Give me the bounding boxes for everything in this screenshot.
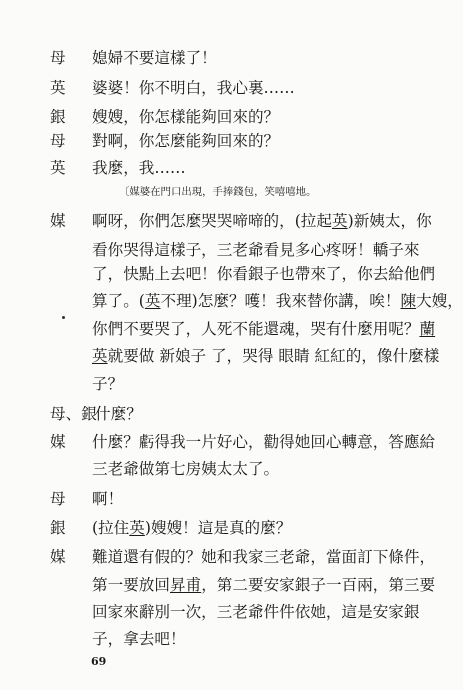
dialogue-line: 媳婦不要這樣了！	[92, 49, 217, 67]
dialogue-line: 子，拿去吧！	[92, 630, 186, 648]
dialogue-line: 對啊，你怎麼能夠回來的？	[92, 132, 280, 150]
dialogue-line: 回家來辭別一次，三老爺件件依她，這是安家銀	[92, 603, 420, 621]
dialogue-line: 第一要放回昇甫，第二要安家銀子一百兩，第三要	[92, 576, 436, 594]
dialogue-line: 子？	[92, 375, 124, 393]
ink-speck	[62, 316, 65, 319]
dialogue-line: 你們不要哭了，人死不能還魂，哭有什麼用呢？蘭	[92, 320, 436, 338]
dialogue-line: 婆婆！你不明白，我心裏……	[92, 79, 295, 97]
page-number: 69	[91, 655, 107, 668]
dialogue-line: 難道還有假的？她和我家三老爺，當面訂下條件，	[92, 548, 436, 566]
speaker-label: 媒	[50, 548, 66, 566]
speaker-label: 媒	[50, 212, 66, 230]
speaker-label: 母、銀	[50, 405, 97, 423]
speaker-label: 媒	[50, 433, 66, 451]
speaker-label: 母	[50, 49, 66, 67]
dialogue-line: 什麼？	[95, 405, 142, 423]
dialogue-line: (拉住英)嫂嫂！這是真的麼？	[92, 519, 292, 537]
stage-direction: 〔媒婆在門口出現，手捧錢包，笑嘻嘻地。	[119, 186, 317, 198]
dialogue-line: 什麼？虧得我一片好心，勸得她回心轉意，答應給	[92, 433, 436, 451]
speaker-label: 母	[50, 132, 66, 150]
speaker-label: 英	[50, 79, 66, 97]
speaker-label: 英	[50, 159, 66, 177]
dialogue-line: 三老爺做第七房姨太太了。	[92, 460, 280, 478]
dialogue-line: 啊！	[92, 490, 124, 508]
dialogue-line: 了，快點上去吧！你看銀子也帶來了，你去給他們	[92, 265, 436, 283]
speaker-label: 銀	[50, 108, 66, 126]
speaker-label: 母	[50, 490, 66, 508]
dialogue-line: 啊呀，你們怎麼哭哭啼啼的，(拉起英)新姨太，你	[92, 212, 432, 230]
dialogue-line: 英就要做 新娘子 了，哭得 眼睛 紅紅的，像什麼樣	[92, 347, 440, 365]
dialogue-line: 嫂嫂，你怎樣能夠回來的？	[92, 108, 280, 126]
dialogue-line: 我麼，我……	[92, 159, 186, 177]
dialogue-line: 算了。(英不理)怎麼？嚄！我來替你講，唉！陳大嫂，	[92, 292, 463, 310]
speaker-label: 銀	[50, 519, 66, 537]
dialogue-line: 看你哭得這樣子，三老爺看見多心疼呀！轎子來	[92, 241, 420, 259]
